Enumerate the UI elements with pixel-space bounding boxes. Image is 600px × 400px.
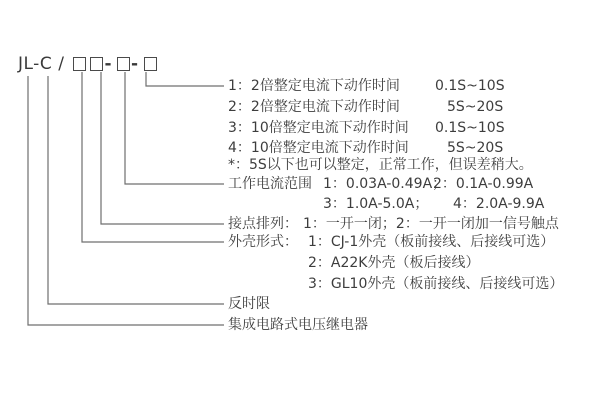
operate-time-option [228,99,504,115]
operate-time-option [228,78,505,94]
current-range-row [228,176,534,192]
operate-time-option-label: 4：10倍整定电流下动作时间 [228,140,409,156]
shell-type-option: 2：A22K外壳（板后接线） [308,255,480,271]
model-slash: / [58,54,65,74]
operate-time-option [228,140,504,156]
callout-line-current-range [125,72,224,184]
shell-type-label: 外壳形式： [228,234,298,250]
operate-time-option-range: 5S~20S [447,99,504,115]
callout-line-inverse-time [48,76,224,304]
current-range-row [323,196,545,212]
callout-line-contact-arrangement [101,72,224,224]
contact-arrangement-label: 接点排列： [228,216,298,232]
contact-arrangement-text: 1：一开一闭；2：一开一闭加一信号触点 [303,216,559,232]
current-range-option: 1：0.03A-0.49A； [323,176,447,192]
callout-line-relay-name [28,76,224,325]
model-prefix: JL-C [18,54,53,74]
shell-type-option: 1：CJ-1外壳（板前接线、后接线可选） [308,234,555,250]
operate-time-option-label: 2：2倍整定电流下动作时间 [228,99,400,115]
operate-time-option [228,120,505,136]
current-range-option: 2：0.1A-0.99A [433,176,534,192]
operate-time-option-label: 1：2倍整定电流下动作时间 [228,78,400,94]
shell-type-option: 3：GL10外壳（板前接线、后接线可选） [308,276,564,292]
shell-type-row [228,234,555,250]
operate-time-option-label: 3：10倍整定电流下动作时间 [228,120,409,136]
callout-line-operate-time [146,72,224,86]
contact-arrangement-row [228,216,559,232]
relay-name-label: 集成电路式电压继电器 [228,317,368,333]
operate-time-option-range: 5S~20S [447,140,504,156]
operate-time-note: *：5S以下也可以整定，正常工作，但误差稍大。 [228,157,533,173]
current-range-option: 3：1.0A-5.0A； [323,196,429,212]
inverse-time-label: 反时限 [228,296,270,312]
model-dash: - [131,54,139,74]
operate-time-option-range: 0.1S~10S [435,78,505,94]
callout-line-shell-type [82,72,224,242]
operate-time-option-range: 0.1S~10S [435,120,505,136]
current-range-label: 工作电流范围 [228,176,312,192]
model-dash: - [104,54,112,74]
current-range-option: 4：2.0A-9.9A [453,196,545,212]
